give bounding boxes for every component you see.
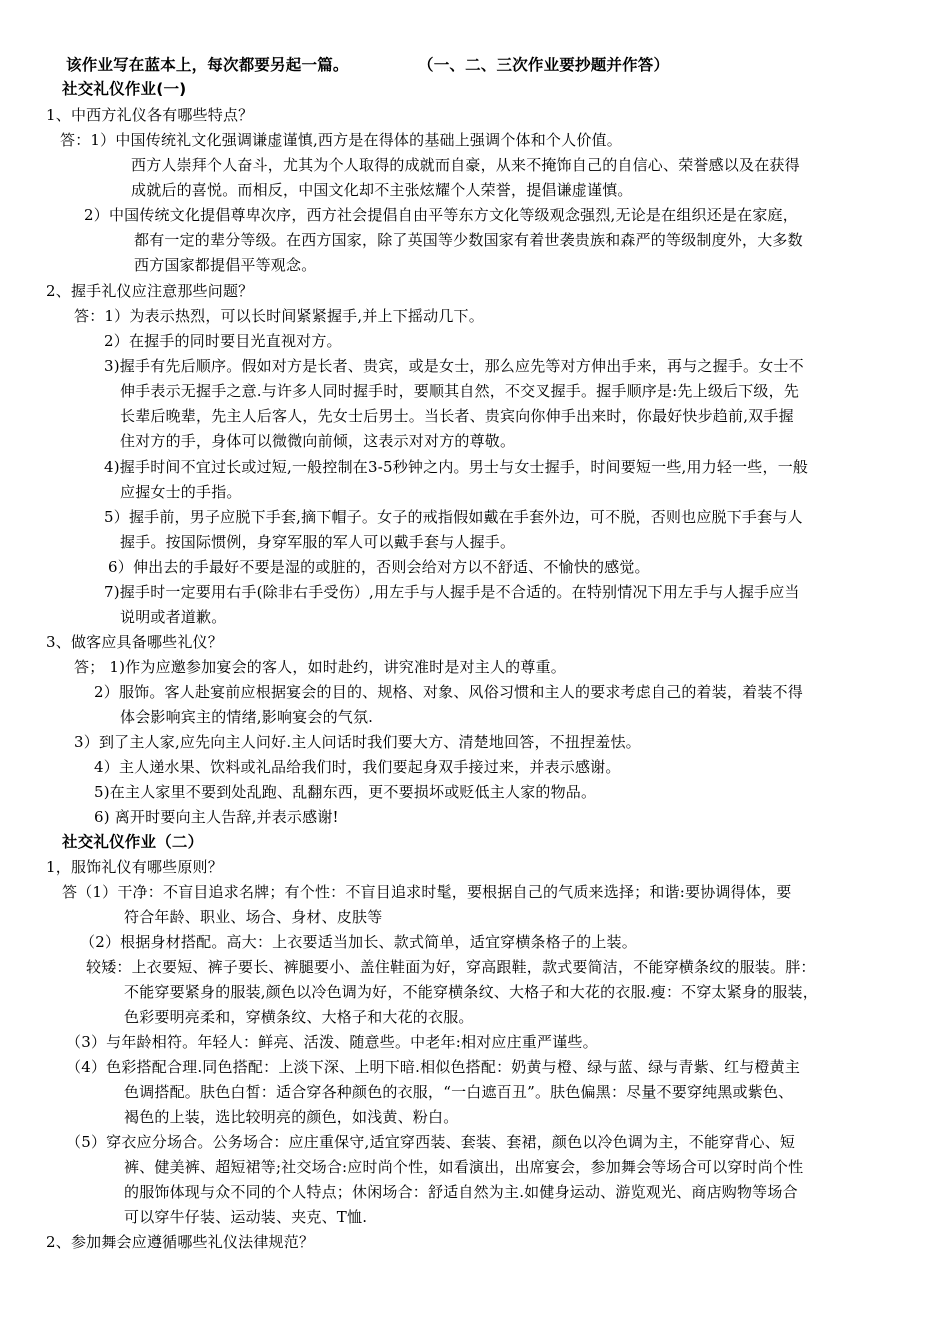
hw1-q1-line: 都有一定的辈分等级。在西方国家，除了英国等少数国家有着世袭贵族和森严的等级制度外，大多数	[134, 231, 803, 249]
hw1-q2-line: 说明或者道歉。	[120, 608, 227, 626]
hw2-q1-line: 答（1）干净：不盲目追求名牌；有个性：不盲目追求时髦，要根据自己的气质来选择；和谐:要协调得体，要	[62, 883, 792, 901]
hw1-title: 社交礼仪作业(一)	[62, 80, 187, 98]
hw1-q2-line: 5）握手前，男子应脱下手套,摘下帽子。女子的戒指假如戴在手套外边，可不脱，否则也应脱下手套与人	[104, 508, 803, 526]
hw1-q2-line: 7)握手时一定要用右手(除非右手受伤）,用左手与人握手是不合适的。在特别情况下用左手与人握手应当	[104, 583, 800, 601]
hw1-q2-line: 2）在握手的同时要目光直视对方。	[104, 332, 342, 350]
hw2-q1-line: 色调搭配。肤色白皙：适合穿各种颜色的衣服，“一白遮百丑”。肤色偏黑：尽量不要穿纯黑或紫色、	[124, 1083, 794, 1101]
notice-main: 该作业写在蓝本上，每次都要另起一篇。	[66, 56, 349, 74]
hw1-q2-line: 3)握手有先后顺序。假如对方是长者、贵宾，或是女士，那么应先等对方伸出手来，再与之握手。女士不	[104, 357, 804, 375]
hw1-q2-line: 6）伸出去的手最好不要是湿的或脏的，否则会给对方以不舒适、不愉快的感觉。	[108, 558, 650, 576]
hw1-q3-question: 3、做客应具备哪些礼仪？	[46, 633, 223, 651]
hw1-q3-line: 4）主人递水果、饮料或礼品给我们时，我们要起身双手接过来，并表示感谢。	[94, 758, 621, 776]
hw1-q3-line: 2）服饰。客人赴宴前应根据宴会的目的、规格、对象、风俗习惯和主人的要求考虑自己的着装，着装不得	[94, 683, 803, 701]
hw2-q1-line: 裤、健美裤、超短裙等;社交场合:应时尚个性，如看演出，出席宴会，参加舞会等场合可以穿时尚个性	[124, 1158, 804, 1176]
hw1-q3-line: 体会影响宾主的情绪,影响宴会的气氛.	[120, 708, 374, 726]
hw1-q2-line: 住对方的手，身体可以微微向前倾，这表示对对方的尊敬。	[120, 432, 516, 450]
hw2-q1-line: （2）根据身材搭配。高大：上衣要适当加长、款式简单，适宜穿横条格子的上装。	[80, 933, 637, 951]
hw1-q2-line: 长辈后晚辈，先主人后客人，先女士后男士。当长者、贵宾向你伸手出来时，你最好快步趋前,双手握	[120, 407, 794, 425]
hw2-title: 社交礼仪作业（二）	[62, 833, 204, 851]
hw2-q1-line: 不能穿要紧身的服装,颜色以冷色调为好，不能穿横条纹、大格子和大花的衣服.瘦：不穿太紧身的服装，	[124, 983, 818, 1001]
hw2-q1-line: 较矮：上衣要短、裤子要长、裤腿要小、盖住鞋面为好，穿高跟鞋，款式要简洁，不能穿横条纹的服装。胖：	[86, 958, 816, 976]
hw1-q3-line: 3）到了主人家,应先向主人问好.主人问话时我们要大方、清楚地回答，不扭捏羞怯。	[74, 733, 641, 751]
notice-note: （一、二、三次作业要抄题并作答）	[418, 56, 670, 74]
hw2-q1-line: （5）穿衣应分场合。公务场合：应庄重保守,适宜穿西装、套装、套裙，颜色以冷色调为主，不能穿背心、短	[66, 1133, 796, 1151]
hw1-q2-line: 应握女士的手指。	[120, 483, 242, 501]
hw1-q1-question: 1、中西方礼仪各有哪些特点？	[46, 106, 254, 124]
hw2-q1-line: 符合年龄、职业、场合、身材、皮肤等	[124, 908, 383, 926]
hw1-q3-line: 答； 1)作为应邀参加宴会的客人，如时赴约，讲究准时是对主人的尊重。	[74, 658, 566, 676]
hw1-q1-line: 2）中国传统文化提倡尊卑次序，西方社会提倡自由平等东方文化等级观念强烈,无论是在组织还是在家庭，	[84, 206, 798, 224]
hw1-q1-line: 西方国家都提倡平等观念。	[134, 256, 317, 274]
hw2-q1-line: 的服饰体现与众不同的个人特点；休闲场合：舒适自然为主.如健身运动、游览观光、商店购物等场合	[124, 1183, 798, 1201]
hw1-q2-line: 伸手表示无握手之意.与许多人同时握手时，要顺其自然，不交叉握手。握手顺序是:先上级后下级，先	[120, 382, 800, 400]
hw1-q2-line: 答：1）为表示热烈，可以长时间紧紧握手,并上下摇动几下。	[74, 307, 484, 325]
hw1-q2-question: 2、握手礼仪应注意那些问题？	[46, 282, 254, 300]
hw1-q2-line: 4)握手时间不宜过长或过短,一般控制在3-5秒钟之内。男士与女士握手，时间要短一些,用力轻一些，一般	[104, 458, 809, 476]
hw2-q1-question: 1，服饰礼仪有哪些原则？	[46, 858, 223, 876]
hw2-q1-line: （4）色彩搭配合理.同色搭配：上淡下深、上明下暗.相似色搭配：奶黄与橙、绿与蓝、绿与青紫、红与橙黄主	[66, 1058, 801, 1076]
hw2-q1-line: 褐色的上装，选比较明亮的颜色，如浅黄、粉白。	[124, 1108, 459, 1126]
hw1-q1-line: 西方人崇拜个人奋斗，尤其为个人取得的成就而自豪，从来不掩饰自己的自信心、荣誉感以及在获得	[131, 156, 800, 174]
hw1-q1-line: 成就后的喜悦。而相反，中国文化却不主张炫耀个人荣誉，提倡谦虚谨慎。	[131, 181, 633, 199]
hw1-q1-line: 答：1）中国传统礼文化强调谦虚谨慎,西方是在得体的基础上强调个体和个人价值。	[60, 131, 622, 149]
hw1-q3-line: 6) 离开时要向主人告辞,并表示感谢!	[94, 808, 339, 826]
hw2-q1-line: 可以穿牛仔装、运动装、夹克、T恤.	[124, 1208, 368, 1226]
hw2-q1-line: 色彩要明亮柔和，穿横条纹、大格子和大花的衣服。	[124, 1008, 474, 1026]
hw1-q3-line: 5)在主人家里不要到处乱跑、乱翻东西，更不要损坏或贬低主人家的物品。	[94, 783, 597, 801]
hw2-q2-question: 2、参加舞会应遵循哪些礼仪法律规范？	[46, 1233, 315, 1251]
hw2-q1-line: （3）与年龄相符。年轻人：鲜亮、活泼、随意些。中老年:相对应庄重严谨些。	[66, 1033, 598, 1051]
hw1-q2-line: 握手。按国际惯例，身穿军服的军人可以戴手套与人握手。	[120, 533, 516, 551]
